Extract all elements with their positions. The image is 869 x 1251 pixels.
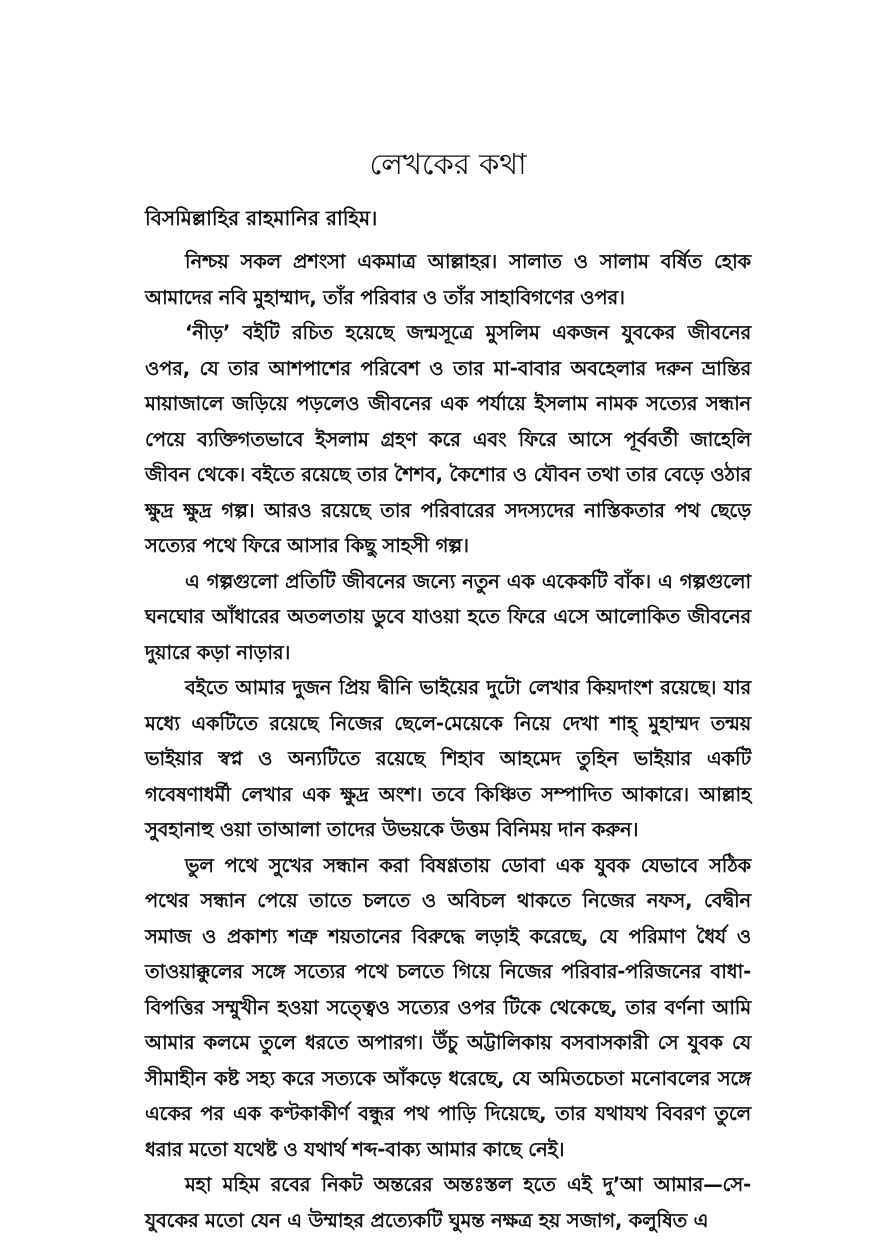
paragraph-3: এ গল্পগুলো প্রতিটি জীবনের জন্যে নতুন এক একেকটি বাঁক। এ গল্পগুলো ঘনঘোর আঁধারের অতলতায় ডুবে যাওয়া হতে ফিরে এসে আলোকিত জীবনের দুয়ারে কড়া নাড়ার। [145,569,751,664]
paragraph-4: বইতে আমার দুজন প্রিয় দ্বীনি ভাইয়ের দুটো লেখার কিয়দাংশ রয়েছে। যার মধ্যে একটিতে রয়েছে নিজের ছেলে-মেয়েকে নিয়ে দেখা শাহ্ মুহাম্মদ তন্ময় ভাইয়ার স্বপ্ন ও অন্যটিতে রয়েছে শিহাব আহমেদ তুহিন ভাইয়ার একটি গবেষণাধর্মী লেখার এক ক্ষুদ্র অংশ। তবে কিঞ্চিত সম্পাদিত আকারে। আল্লাহ সুবহানাহু ওয়া তাআলা তাদের উভয়কে উত্তম বিনিময় দান করুন। [145,676,751,841]
page-title: লেখকের কথা [369,147,527,181]
paragraph-6: মহা মহিম রবের নিকট অন্তরের অন্তঃস্তল হতে এই দু’আ আমার—সে-যুবকের মতো যেন এ উম্মাহর প্রত্যেকটি ঘুমন্ত নক্ষত্র হয় সজাগ, কলুষিত এ [145,1173,751,1232]
paragraph-1: নিশ্চয় সকল প্রশংসা একমাত্র আল্লাহর। সালাত ও সালাম বর্ষিত হোক আমাদের নবি মুহাম্মাদ, তাঁর পরিবার ও তাঁর সাহাবিগণের ওপর। [145,250,751,309]
paragraph-2: ‘নীড়’ বইটি রচিত হয়েছে জন্মসূত্রে মুসলিম একজন যুবকের জীবনের ওপর, যে তার আশপাশের পরিবেশ ও তার মা-বাবার অবহেলার দরুন ভ্রান্তির মায়াজালে জড়িয়ে পড়লেও জীবনের এক পর্যায়ে ইসলাম নামক সত্যের সন্ধান পেয়ে ব্যক্তিগতভাবে ইসলাম গ্রহণ করে এবং ফিরে আসে পূর্ববর্তী জাহেলি জীবন থেকে। বইতে রয়েছে তার শৈশব, কৈশোর ও যৌবন তথা তার বেড়ে ওঠার ক্ষুদ্র ক্ষুদ্র গল্প। আরও রয়েছে তার পরিবারের সদস্যদের নাস্তিকতার পথ ছেড়ে সত্যের পথে ফিরে আসার কিছু সাহসী গল্প। [145,321,751,557]
opening-line: বিসমিল্লাহির রাহমানির রাহিম। [145,206,378,230]
paragraph-5: ভুল পথে সুখের সন্ধান করা বিষণ্ণতায় ডোবা এক যুবক যেভাবে সঠিক পথের সন্ধান পেয়ে তাতে চলতে ও অবিচল থাকতে নিজের নফস, বেদ্বীন সমাজ ও প্রকাশ্য শত্রু শয়তানের বিরুদ্ধে লড়াই করেছে, যে পরিমাণ ধৈর্য ও তাওয়াক্কুলের সঙ্গে সত্যের পথে চলতে গিয়ে নিজের পরিবার-পরিজনের বাধা-বিপত্তির সম্মুখীন হওয়া সত্ত্বেও সত্যের ওপর টিকে থেকেছে, তার বর্ণনা আমি আমার কলমে তুলে ধরতে অপারগ। উঁচু অট্টালিকায় বসবাসকারী সে যুবক যে সীমাহীন কষ্ট সহ্য করে সত্যকে আঁকড়ে ধরেছে, যে অমিতচেতা মনোবলের সঙ্গে একের পর এক কণ্টকাকীর্ণ বন্ধুর পথ পাড়ি দিয়েছে, তার যথাযথ বিবরণ তুলে ধরার মতো যথেষ্ট ও যথার্থ শব্দ-বাক্য আমার কাছে নেই। [145,853,751,1161]
document-page [145,140,751,1238]
